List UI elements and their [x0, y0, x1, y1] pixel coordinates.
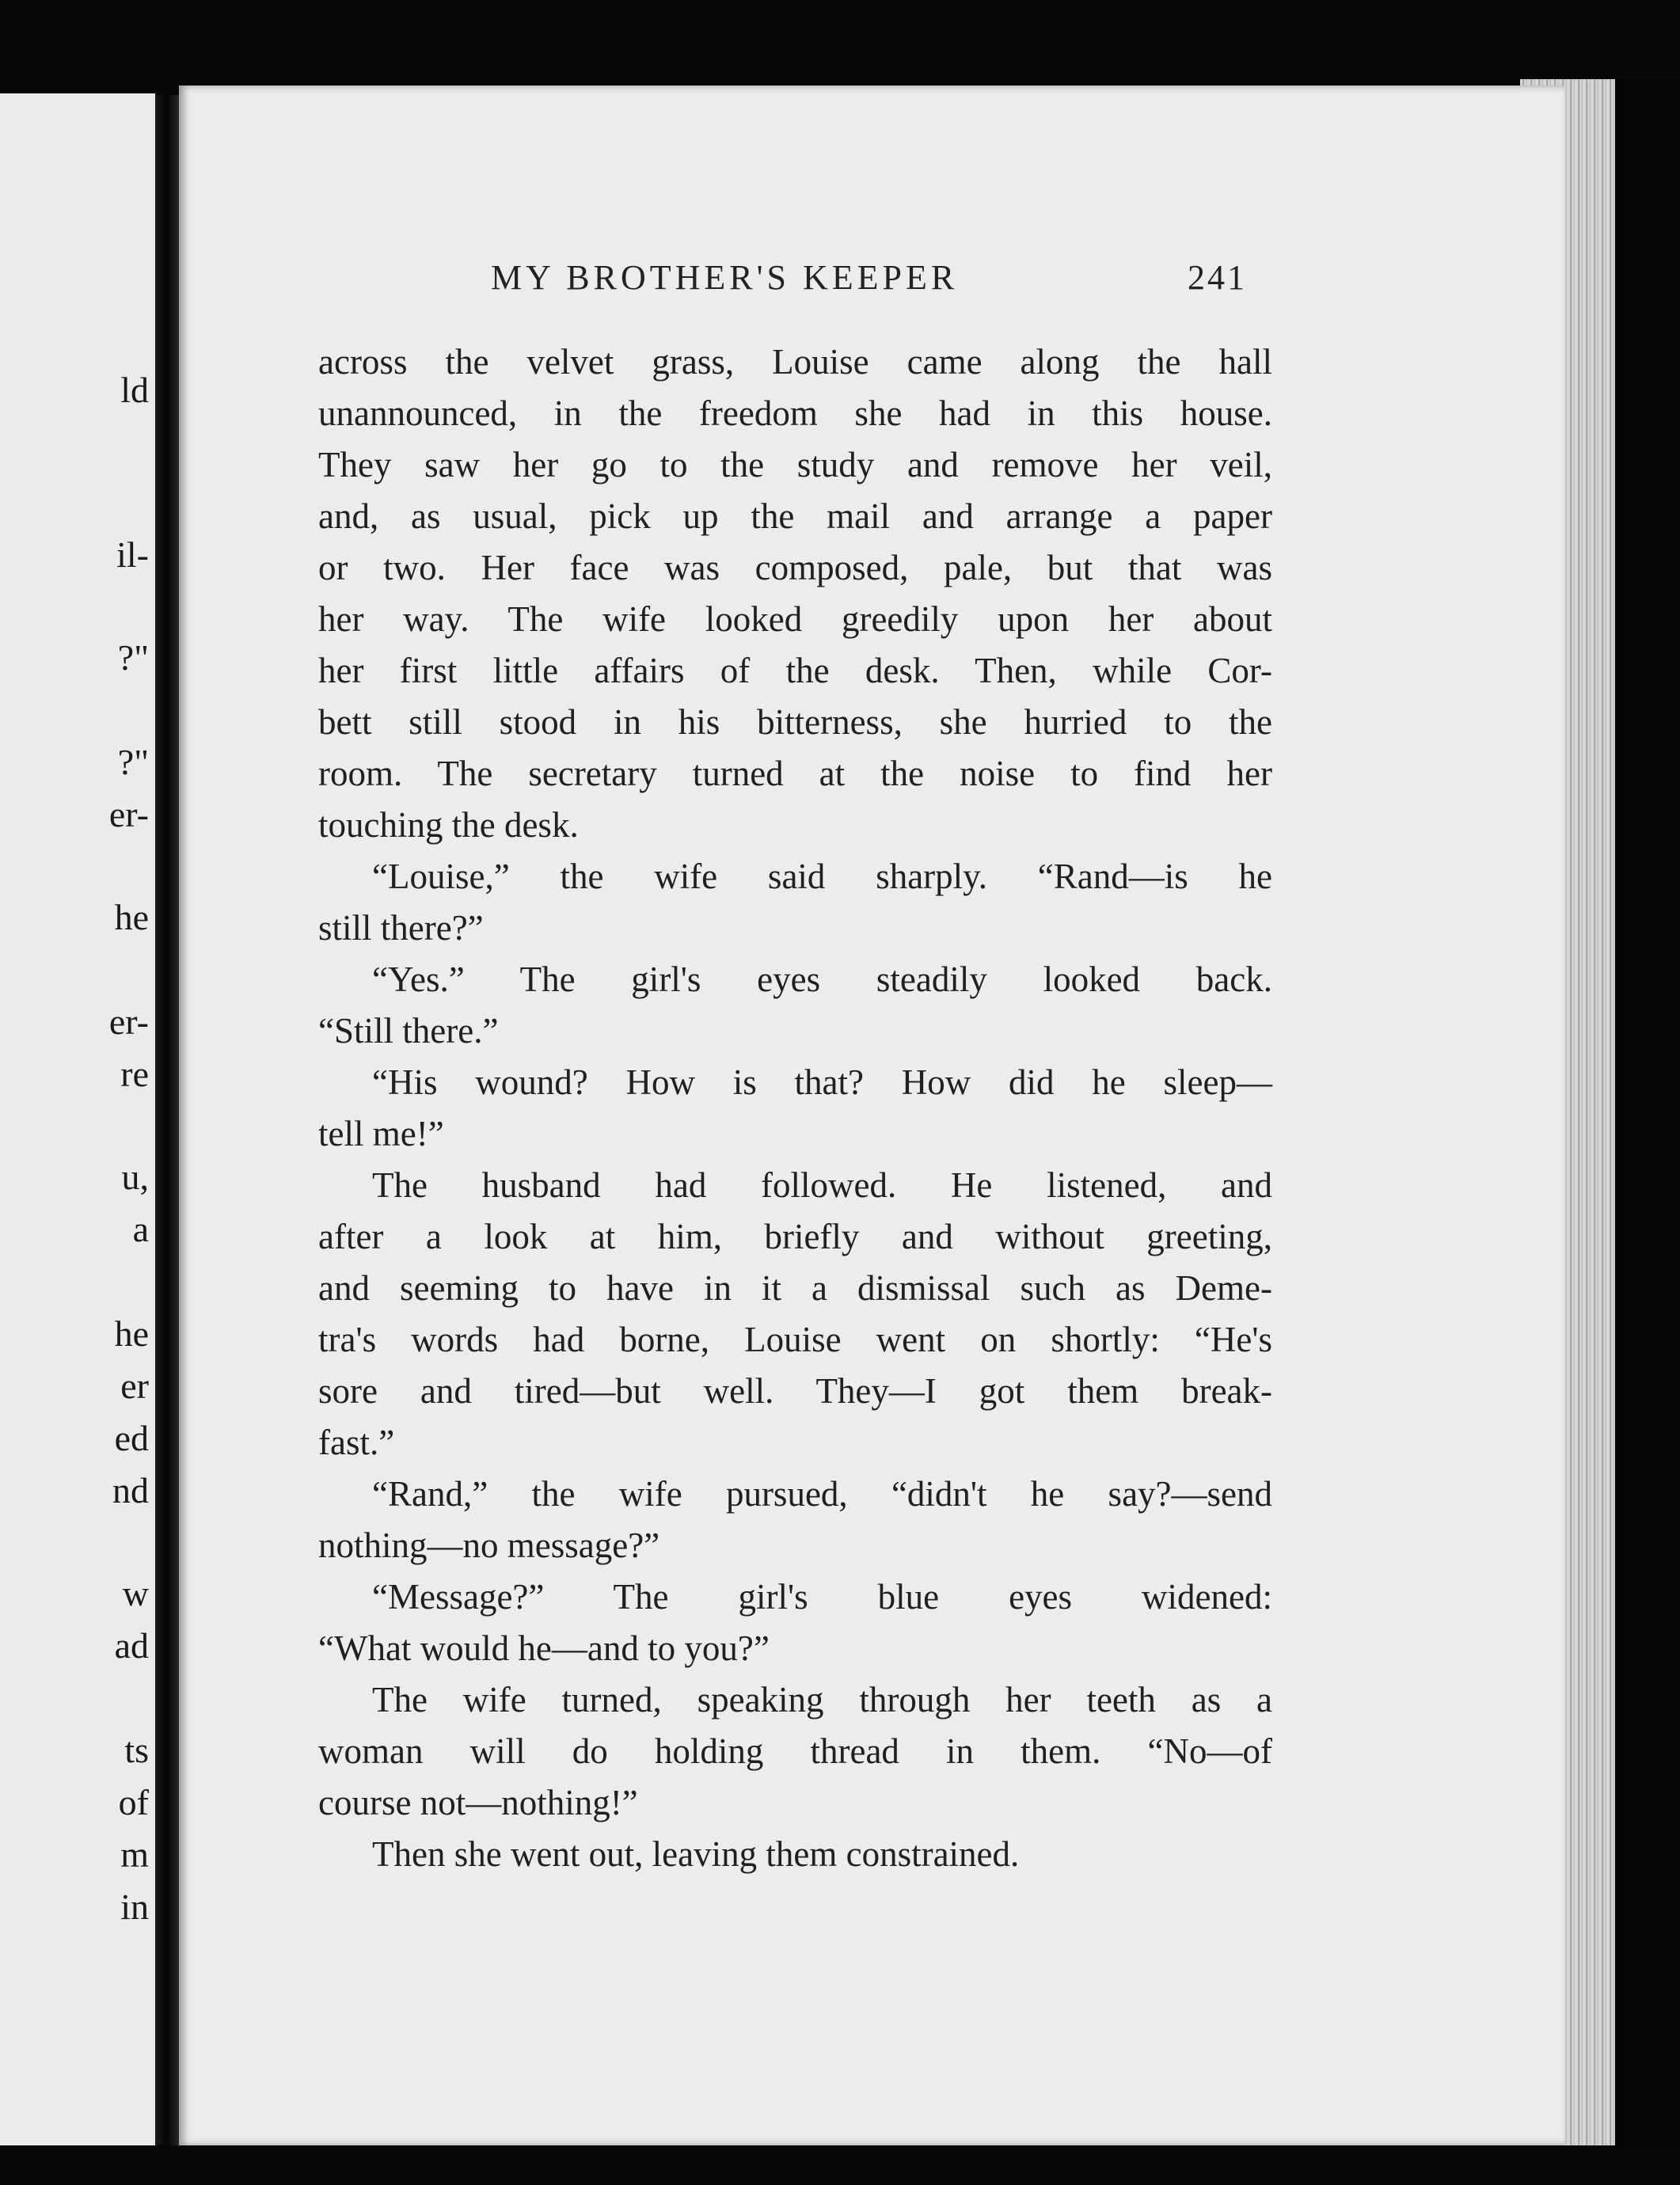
scan-background: [1615, 79, 1680, 2185]
left-page-fragment: he: [114, 897, 149, 937]
left-page-fragment: ts: [124, 1730, 149, 1770]
left-page-fragment: ld: [120, 370, 149, 410]
text-line: and, as usual, pick up the mail and arrange a paper: [318, 496, 1272, 536]
left-page-fragment: w: [122, 1573, 149, 1613]
left-page-fragment: in: [120, 1887, 149, 1927]
text-line: Then she went out, leaving them constrained.: [372, 1834, 1020, 1874]
text-line: nothing—no message?”: [318, 1526, 660, 1565]
left-page-fragment: ?": [117, 742, 149, 782]
left-page-fragment: ?": [117, 637, 149, 678]
text-line: woman will do holding thread in them. “No—of: [318, 1731, 1272, 1771]
text-line: across the velvet grass, Louise came along the hall: [318, 342, 1272, 382]
page-body: [318, 336, 1272, 1880]
left-page-fragment: a: [132, 1209, 149, 1249]
scan-background-bottom: [0, 2145, 1680, 2185]
text-line: sore and tired—but well. They—I got them break-: [318, 1371, 1272, 1411]
text-line: unannounced, in the freedom she had in this house.: [318, 393, 1272, 433]
left-page-fragment: u,: [121, 1157, 149, 1197]
text-line: “Louise,” the wife said sharply. “Rand—is he: [372, 857, 1272, 896]
text-line: tra's words had borne, Louise went on shortly: “He's: [318, 1320, 1272, 1359]
left-page-fragment: nd: [112, 1470, 149, 1510]
left-page-fragment: il-: [116, 534, 149, 575]
text-line: “Still there.”: [318, 1011, 499, 1051]
left-page-fragment: ad: [114, 1625, 149, 1666]
text-line: room. The secretary turned at the noise to find her: [318, 754, 1272, 793]
left-page-fragment: of: [118, 1782, 149, 1822]
left-page-fragment: er: [120, 1366, 149, 1406]
left-page-fragment: he: [114, 1313, 149, 1354]
text-line: after a look at him, briefly and without greeting,: [318, 1217, 1272, 1256]
text-line: They saw her go to the study and remove her veil,: [318, 445, 1272, 484]
text-line: “Rand,” the wife pursued, “didn't he say?—send: [372, 1474, 1272, 1514]
text-line: bett still stood in his bitterness, she hurried to the: [318, 702, 1272, 742]
text-line: her way. The wife looked greedily upon her about: [318, 599, 1272, 639]
text-line: her first little affairs of the desk. Then, while Cor-: [318, 651, 1272, 690]
text-line: course not—nothing!”: [318, 1783, 638, 1822]
left-page-fragment: m: [120, 1834, 149, 1875]
book-gutter: [155, 95, 181, 2185]
left-page-fragment: ed: [114, 1418, 149, 1458]
left-page-fragment: er-: [108, 1001, 149, 1042]
text-line: “What would he—and to you?”: [318, 1628, 770, 1668]
text-line: The husband had followed. He listened, and: [372, 1165, 1272, 1205]
previous-page-fragment: [0, 93, 155, 2185]
text-line: “His wound? How is that? How did he sleep—: [372, 1062, 1272, 1102]
left-page-fragment: er-: [108, 794, 149, 834]
text-line: “Yes.” The girl's eyes steadily looked back.: [372, 960, 1272, 999]
text-line: fast.”: [318, 1423, 395, 1462]
left-page-fragment: re: [120, 1054, 149, 1094]
text-line: still there?”: [318, 908, 484, 948]
text-line: and seeming to have in it a dismissal such as Deme-: [318, 1268, 1272, 1308]
text-line: “Message?” The girl's blue eyes widened:: [372, 1577, 1272, 1617]
running-head-title: MY BROTHER'S KEEPER: [491, 258, 959, 297]
text-line: The wife turned, speaking through her teeth as a: [372, 1680, 1272, 1720]
text-line: tell me!”: [318, 1114, 444, 1153]
text-line: touching the desk.: [318, 805, 579, 845]
page-number: 241: [1188, 258, 1247, 297]
text-line: or two. Her face was composed, pale, but that was: [318, 548, 1272, 587]
